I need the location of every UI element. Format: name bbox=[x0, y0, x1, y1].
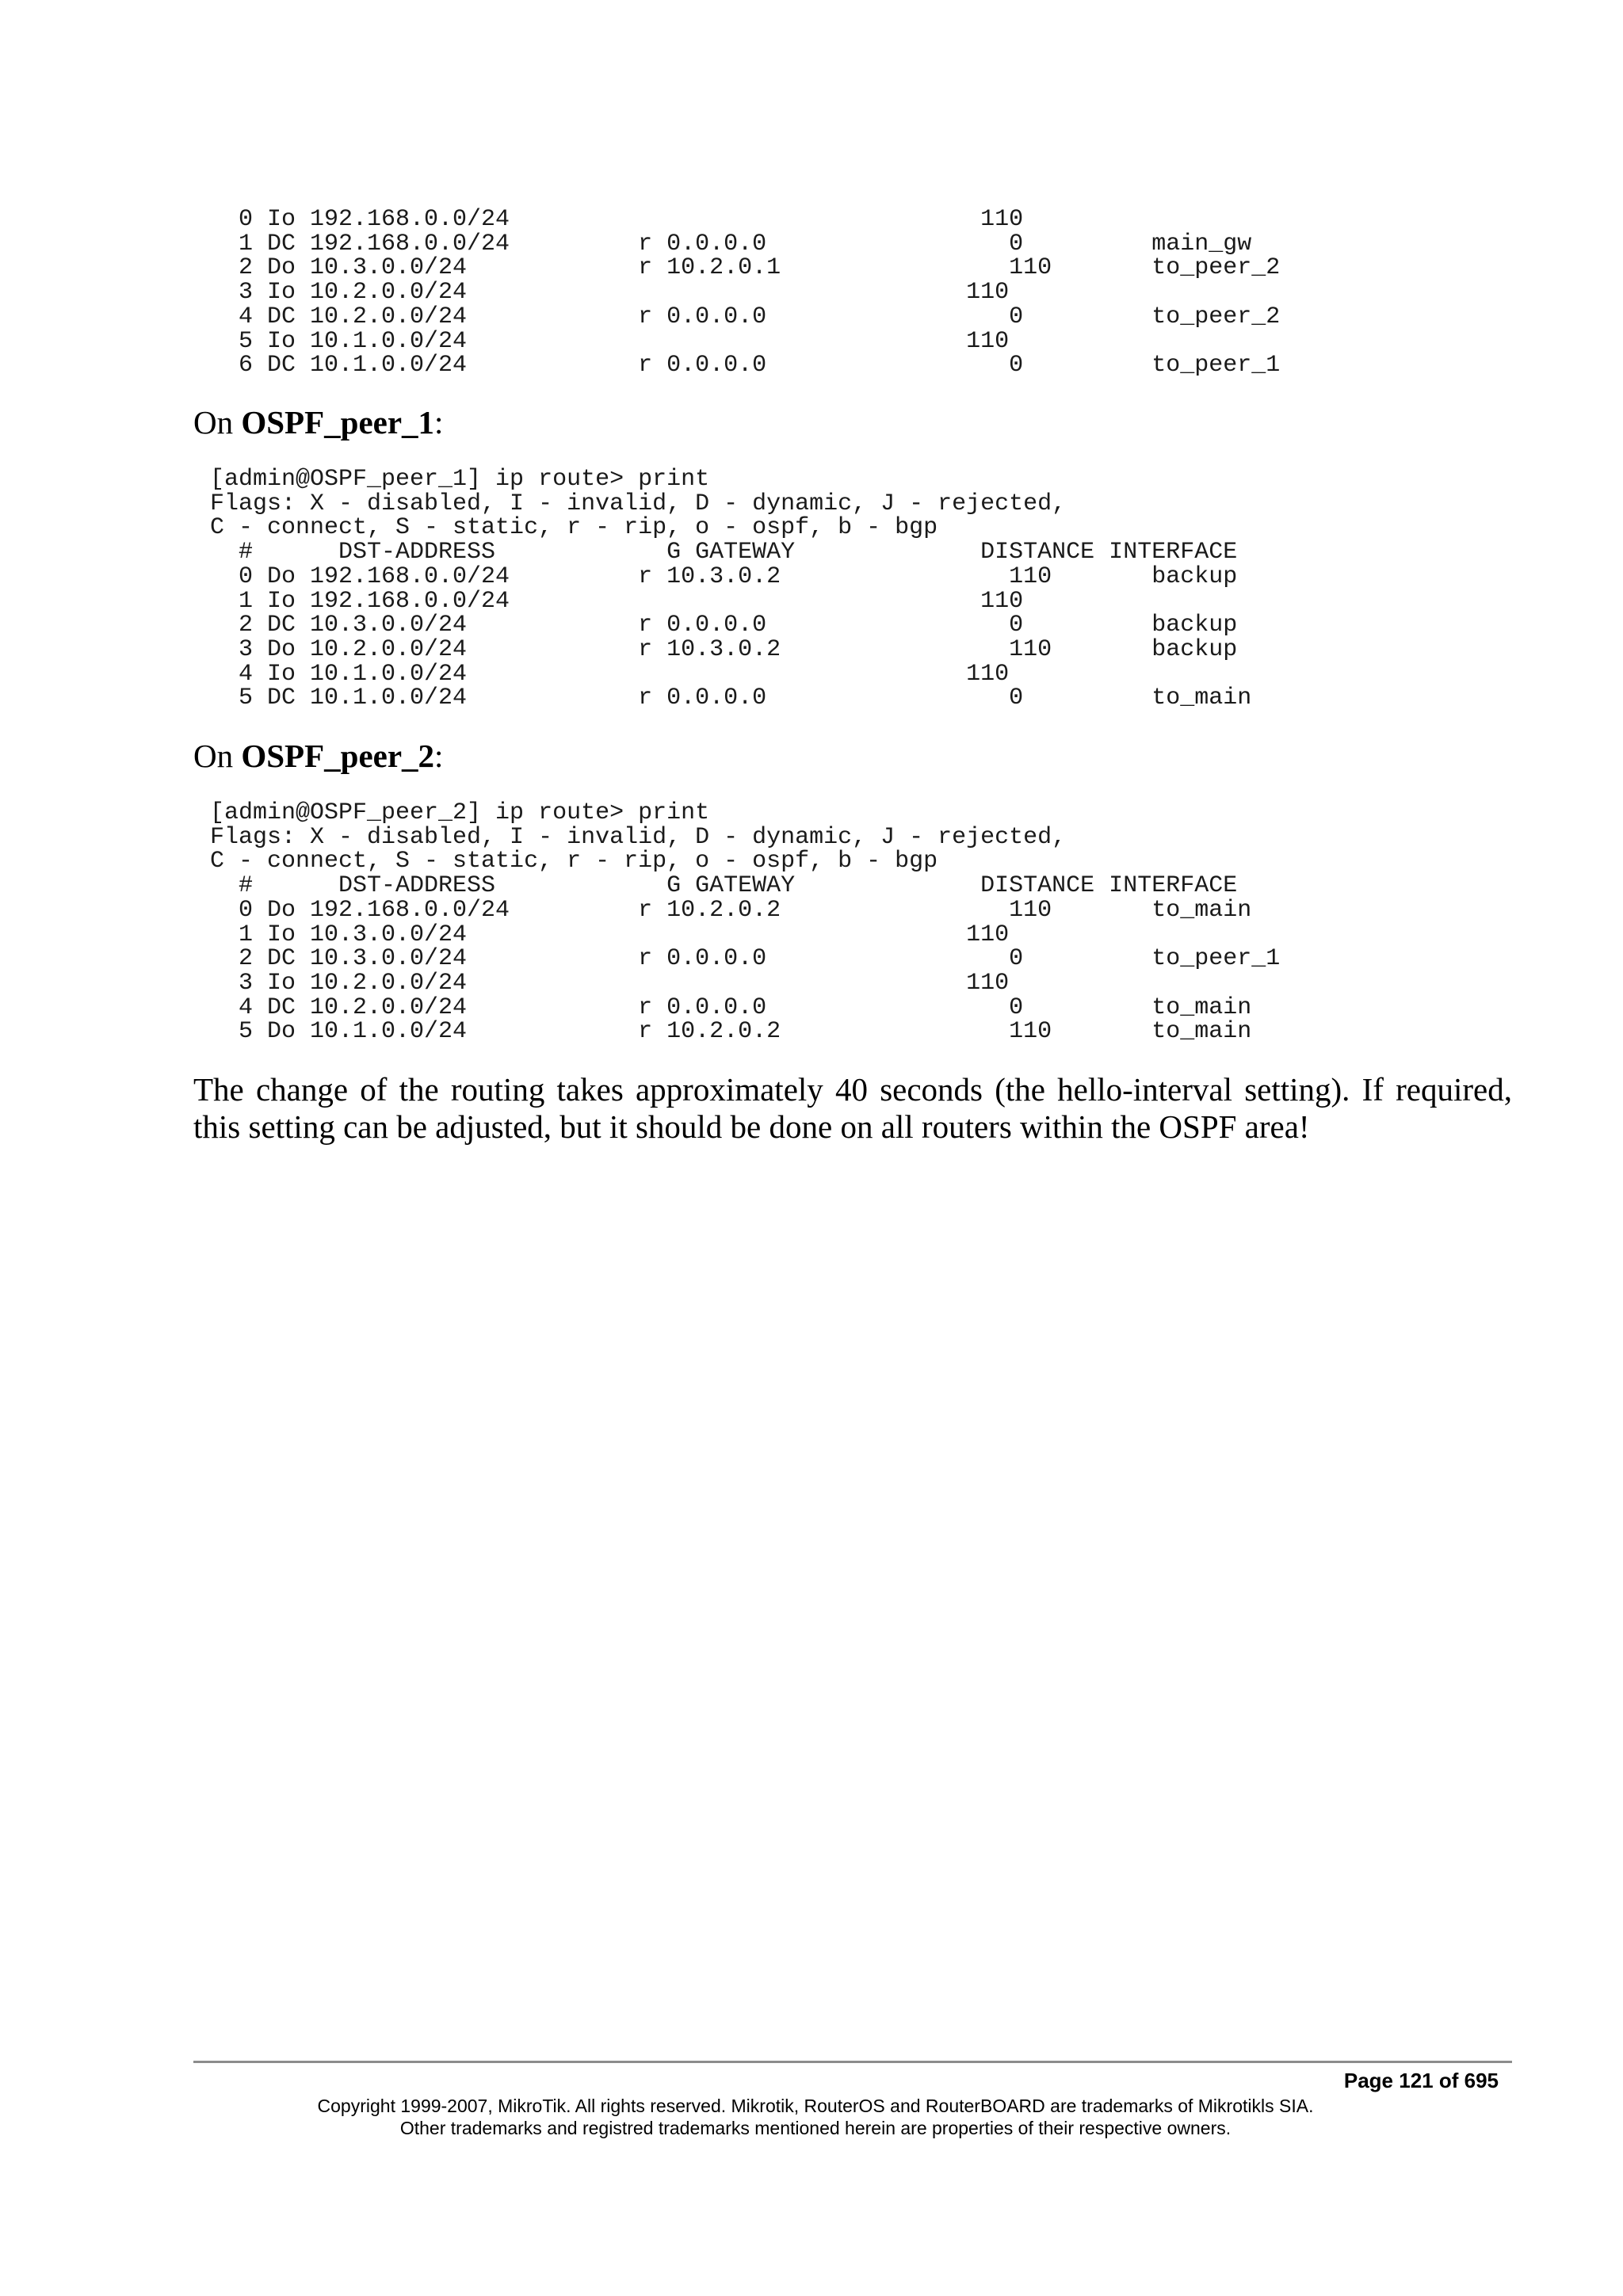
code-line: 0 Do 192.168.0.0/24 r 10.3.0.2 110 backup bbox=[210, 563, 1238, 590]
code-line: 3 Io 10.2.0.0/24 110 bbox=[210, 969, 1010, 997]
code-line: [admin@OSPF_peer_1] ip route> print bbox=[210, 466, 710, 493]
code-line: 1 Io 10.3.0.0/24 110 bbox=[210, 921, 1010, 948]
copyright-line-2: Other trademarks and registred trademarks mentioned herein are properties of their respective owners. bbox=[399, 2118, 1232, 2138]
code-line: Flags: X - disabled, I - invalid, D - dynamic, J - rejected, bbox=[210, 490, 1067, 517]
code-line: 4 DC 10.2.0.0/24 r 0.0.0.0 0 to_main bbox=[210, 994, 1252, 1021]
route-table-continued bbox=[210, 208, 1280, 378]
code-line: 3 Do 10.2.0.0/24 r 10.3.0.2 110 backup bbox=[210, 635, 1238, 663]
code-line: 0 Io 192.168.0.0/24 110 bbox=[210, 206, 1024, 233]
router-name: OSPF_peer_2 bbox=[241, 738, 435, 774]
copyright-line-1: Copyright 1999-2007, MikroTik. All rights reserved. Mikrotik, RouterOS and RouterBOARD are trademarks of Mikrotikls SIA. bbox=[317, 2096, 1314, 2116]
code-line: # DST-ADDRESS G GATEWAY DISTANCE INTERFACE bbox=[210, 872, 1238, 900]
body-paragraph: The change of the routing takes approximately 40 seconds (the hello-interval setting). If required, this setting can be adjusted, but it should be done on all routers within the OSPF area! bbox=[193, 1071, 1512, 1145]
route-table-peer1 bbox=[210, 467, 1251, 711]
code-line: 4 DC 10.2.0.0/24 r 0.0.0.0 0 to_peer_2 bbox=[210, 303, 1281, 330]
code-line: 2 DC 10.3.0.0/24 r 0.0.0.0 0 to_peer_1 bbox=[210, 945, 1281, 973]
code-line: C - connect, S - static, r - rip, o - ospf, b - bgp bbox=[210, 514, 938, 542]
code-line: 1 Io 192.168.0.0/24 110 bbox=[210, 587, 1024, 615]
code-line: 5 Io 10.1.0.0/24 110 bbox=[210, 327, 1010, 355]
code-line: 1 DC 192.168.0.0/24 r 0.0.0.0 0 main_gw bbox=[210, 230, 1252, 257]
code-line: Flags: X - disabled, I - invalid, D - dynamic, J - rejected, bbox=[210, 823, 1067, 851]
code-line: 5 DC 10.1.0.0/24 r 0.0.0.0 0 to_main bbox=[210, 685, 1252, 712]
heading-suffix: : bbox=[434, 738, 444, 774]
heading-prefix: On bbox=[193, 404, 242, 441]
footer-divider bbox=[193, 2061, 1512, 2063]
page-number: Page 121 of 695 bbox=[1343, 2069, 1499, 2092]
code-line: 0 Do 192.168.0.0/24 r 10.2.0.2 110 to_main bbox=[210, 896, 1252, 924]
section-heading-peer2 bbox=[193, 738, 443, 774]
code-line: C - connect, S - static, r - rip, o - ospf, b - bgp bbox=[210, 848, 938, 875]
route-table-peer2 bbox=[210, 801, 1280, 1044]
heading-suffix: : bbox=[434, 404, 444, 441]
section-heading-peer1 bbox=[193, 404, 443, 441]
code-line: 3 Io 10.2.0.0/24 110 bbox=[210, 279, 1010, 307]
code-line: 2 DC 10.3.0.0/24 r 0.0.0.0 0 backup bbox=[210, 612, 1238, 639]
code-line: 5 Do 10.1.0.0/24 r 10.2.0.2 110 to_main bbox=[210, 1018, 1252, 1046]
code-line: [admin@OSPF_peer_2] ip route> print bbox=[210, 799, 710, 826]
code-line: # DST-ADDRESS G GATEWAY DISTANCE INTERFACE bbox=[210, 539, 1238, 566]
code-line: 2 Do 10.3.0.0/24 r 10.2.0.1 110 to_peer_2 bbox=[210, 254, 1281, 282]
router-name: OSPF_peer_1 bbox=[241, 404, 435, 441]
code-line: 4 Io 10.1.0.0/24 110 bbox=[210, 660, 1010, 688]
code-line: 6 DC 10.1.0.0/24 r 0.0.0.0 0 to_peer_1 bbox=[210, 352, 1281, 379]
copyright-notice bbox=[193, 2095, 1438, 2139]
heading-prefix: On bbox=[193, 738, 242, 774]
